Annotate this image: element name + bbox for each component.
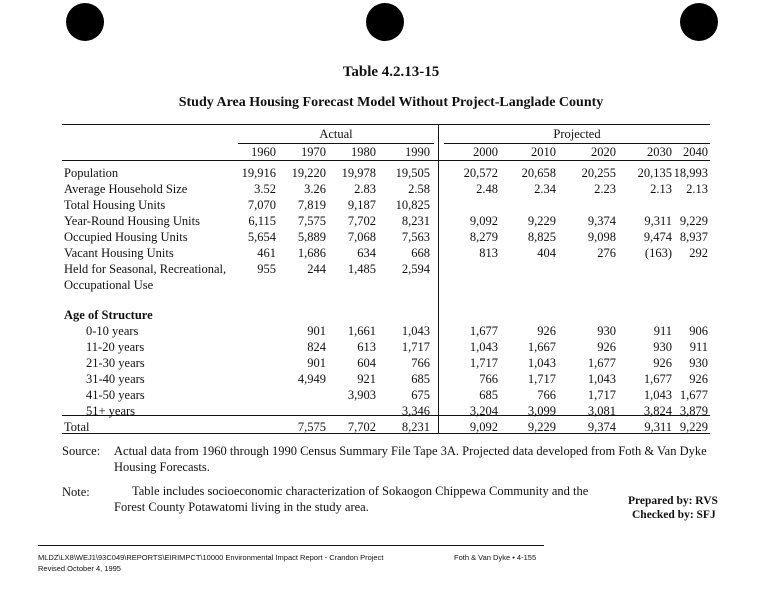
table-row (64, 197, 708, 213)
row-label-line1: Held for Seasonal, Recreational, (64, 262, 227, 276)
table-cell: 926 (653, 356, 672, 370)
table-row (64, 323, 708, 339)
table-cell (240, 403, 276, 419)
table-cell: 926 (689, 372, 708, 386)
binder-hole-center (366, 3, 404, 41)
section-heading-row (64, 293, 708, 323)
table-cell: 3,204 (469, 404, 498, 418)
table-cell: 276 (597, 246, 616, 260)
total-row (64, 419, 708, 435)
table-cell: 7,563 (401, 230, 430, 244)
table-cell: 19,978 (341, 166, 376, 180)
table-cell: 9,092 (469, 420, 498, 434)
table-cell: 926 (537, 324, 556, 338)
top-rule (62, 124, 710, 125)
table-cell: 461 (257, 246, 276, 260)
table-cell: 3.26 (304, 182, 326, 196)
table-cell: 9,187 (347, 198, 376, 212)
table-cell: 675 (411, 388, 430, 402)
table-cell: 7,070 (247, 198, 276, 212)
year-header: 2040 (683, 145, 708, 159)
table-cell: 1,677 (587, 356, 616, 370)
table-cell: 901 (307, 324, 326, 338)
footer-path: MLDZ\LX8\WEJ1\93C049\REPORTS\EIRIMPCT\10000 Environmental Impact Report - Crandon Project (38, 553, 384, 562)
row-label: 51+ years (86, 404, 136, 418)
table-cell (498, 197, 556, 213)
table-cell: 6,115 (248, 214, 276, 228)
table-cell: 3,879 (679, 404, 708, 418)
note-text-line2: Forest County Potawatomi living in the study area. (114, 500, 369, 514)
table-cell: 901 (307, 356, 326, 370)
table-cell: 7,575 (297, 214, 326, 228)
table-cell: 3,099 (527, 404, 556, 418)
table-cell: 921 (357, 372, 376, 386)
year-header: 1960 (251, 145, 276, 159)
table-cell: 685 (411, 372, 430, 386)
table-title: Study Area Housing Forecast Model Without Project-Langlade County (178, 95, 604, 110)
table-cell: 1,686 (297, 246, 326, 260)
table-cell: 5,654 (247, 230, 276, 244)
source-text-line1: Actual data from 1960 through 1990 Census Summary File Tape 3A. Projected data developed from Foth & Van Dyke (114, 444, 707, 458)
table-cell (616, 197, 672, 213)
table-cell: 8,279 (469, 230, 498, 244)
table-cell: 1,677 (679, 388, 708, 402)
table-cell (276, 387, 326, 403)
table-cell: 1,717 (587, 388, 616, 402)
row-label: Total Housing Units (64, 198, 166, 212)
table-cell: 813 (479, 246, 498, 260)
table-cell: 824 (307, 340, 326, 354)
table-cell: 634 (357, 246, 376, 260)
table-cell (430, 197, 498, 213)
prepared-by: Prepared by: RVS (628, 495, 718, 507)
table-cell: 1,485 (347, 262, 376, 276)
table-cell: 8,231 (401, 214, 430, 228)
table-cell: 1,661 (347, 324, 376, 338)
table-row (64, 339, 708, 355)
projected-group-header: Projected (553, 127, 601, 141)
table-cell: 1,043 (469, 340, 498, 354)
table-cell: 8,937 (679, 230, 708, 244)
row-label: 31-40 years (86, 372, 145, 386)
table-cell (240, 339, 276, 355)
table-row (64, 371, 708, 387)
table-cell (498, 261, 556, 293)
row-label: 11-20 years (86, 340, 145, 354)
table-cell: 2.58 (408, 182, 430, 196)
table-cell: 3,824 (643, 404, 672, 418)
table-cell: 604 (357, 356, 376, 370)
table-cell: 766 (411, 356, 430, 370)
table-cell: 766 (537, 388, 556, 402)
table-cell: 9,229 (679, 420, 708, 434)
table-cell: 1,043 (587, 372, 616, 386)
table-cell: 9,229 (679, 214, 708, 228)
table-cell: 9,374 (587, 214, 616, 228)
table-cell: 1,717 (527, 372, 556, 386)
table-cell: 930 (653, 340, 672, 354)
table-cell: 7,575 (297, 420, 326, 434)
footer-revised: Revised October 4, 1995 (38, 564, 121, 573)
table-cell: 1,677 (643, 372, 672, 386)
row-label: 0-10 years (86, 324, 139, 338)
table-cell: 18,993 (673, 166, 708, 180)
source-label: Source: (62, 444, 101, 458)
source-text-line2: Housing Forecasts. (114, 460, 210, 474)
table-cell: 3,081 (587, 404, 616, 418)
table-cell: 4,949 (297, 372, 326, 386)
table-cell: 5,889 (297, 230, 326, 244)
table-cell: 9,311 (644, 420, 672, 434)
table-cell: 20,572 (463, 166, 498, 180)
row-label: Year-Round Housing Units (64, 214, 200, 228)
year-header: 1970 (301, 145, 326, 159)
table-cell (276, 403, 326, 419)
year-header: 1990 (405, 145, 430, 159)
row-label: 21-30 years (86, 356, 145, 370)
row-label (64, 261, 240, 293)
note-label: Note: (62, 485, 90, 499)
table-cell: 9,229 (527, 420, 556, 434)
checked-by: Checked by: SFJ (632, 509, 716, 521)
table-cell: 1,043 (643, 388, 672, 402)
table-cell: 1,677 (469, 324, 498, 338)
table-cell: 244 (307, 262, 326, 276)
row-label: Total (64, 420, 90, 434)
age-of-structure-heading: Age of Structure (64, 308, 153, 322)
housing-forecast-table (64, 165, 708, 435)
table-cell: 292 (689, 246, 708, 260)
table-row (64, 355, 708, 371)
year-header: 2000 (473, 145, 498, 159)
table-cell: 19,916 (241, 166, 276, 180)
table-row (64, 261, 708, 293)
table-cell: 2.23 (594, 182, 616, 196)
table-cell: 7,702 (347, 214, 376, 228)
table-cell: 3,903 (347, 388, 376, 402)
table-cell: 9,092 (469, 214, 498, 228)
row-label: Population (64, 166, 119, 180)
binder-hole-right (680, 3, 718, 41)
table-cell (672, 261, 708, 293)
table-cell (240, 387, 276, 403)
table-cell (556, 197, 616, 213)
table-cell: 7,068 (347, 230, 376, 244)
year-header: 2020 (591, 145, 616, 159)
table-cell: 3.52 (254, 182, 276, 196)
table-cell: 1,667 (527, 340, 556, 354)
table-row (64, 213, 708, 229)
year-header: 1980 (351, 145, 376, 159)
table-cell: 7,819 (297, 198, 326, 212)
table-cell: 668 (411, 246, 430, 260)
note-text-line1: Table includes socioeconomic characterization of Sokaogon Chippewa Community and the (132, 484, 589, 498)
table-cell (240, 355, 276, 371)
table-cell (556, 261, 616, 293)
table-cell: 10,825 (395, 198, 430, 212)
table-cell: 7,702 (347, 420, 376, 434)
actual-group-rule (238, 143, 434, 144)
table-cell: 9,311 (644, 214, 672, 228)
table-cell: 2.34 (534, 182, 556, 196)
table-cell: 20,255 (581, 166, 616, 180)
header-rule (62, 160, 710, 161)
table-cell: 2.13 (650, 182, 672, 196)
projected-group-rule (444, 143, 710, 144)
row-label-line2: Occupational Use (64, 278, 154, 292)
actual-group-header: Actual (319, 127, 353, 141)
table-cell: 1,043 (401, 324, 430, 338)
table-cell: 1,717 (469, 356, 498, 370)
table-number: Table 4.2.13-15 (342, 64, 440, 80)
table-cell: 8,231 (401, 420, 430, 434)
table-row (64, 229, 708, 245)
table-cell: 911 (653, 324, 672, 338)
table-cell: 20,135 (637, 166, 672, 180)
table-cell: 404 (537, 246, 556, 260)
table-row (64, 165, 708, 181)
table-cell: 766 (479, 372, 498, 386)
footer-page: Foth & Van Dyke • 4-155 (454, 553, 537, 562)
table-cell: 2.13 (686, 182, 708, 196)
table-cell: (163) (644, 246, 672, 260)
table-cell: 20,658 (521, 166, 556, 180)
row-label: Occupied Housing Units (64, 230, 188, 244)
table-cell (672, 197, 708, 213)
row-label: Vacant Housing Units (64, 246, 174, 260)
table-cell: 19,505 (395, 166, 430, 180)
table-cell: 685 (479, 388, 498, 402)
table-cell (430, 261, 498, 293)
table-cell: 911 (689, 340, 708, 354)
table-cell: 8,825 (527, 230, 556, 244)
table-cell: 9,098 (587, 230, 616, 244)
table-cell (240, 419, 276, 435)
table-row (64, 387, 708, 403)
table-cell: 613 (357, 340, 376, 354)
year-header: 2030 (647, 145, 672, 159)
table-cell: 930 (689, 356, 708, 370)
table-cell: 906 (689, 324, 708, 338)
table-cell: 930 (597, 324, 616, 338)
row-label: Average Household Size (64, 182, 188, 196)
table-cell (240, 323, 276, 339)
table-cell: 2.48 (476, 182, 498, 196)
row-label: 41-50 years (86, 388, 145, 402)
year-header: 2010 (531, 145, 556, 159)
table-cell: 2.83 (354, 182, 376, 196)
table-cell: 3,346 (401, 404, 430, 418)
table-cell (326, 403, 376, 419)
table-row (64, 403, 708, 419)
table-cell: 955 (257, 262, 276, 276)
table-row (64, 245, 708, 261)
footer-rule (38, 545, 544, 546)
table-cell: 926 (597, 340, 616, 354)
binder-hole-left (66, 3, 104, 41)
table-cell: 9,229 (527, 214, 556, 228)
table-cell (616, 261, 672, 293)
table-cell: 2,594 (401, 262, 430, 276)
table-cell: 1,717 (401, 340, 430, 354)
table-cell: 9,374 (587, 420, 616, 434)
table-cell: 1,043 (527, 356, 556, 370)
table-row (64, 181, 708, 197)
table-cell: 19,220 (291, 166, 326, 180)
table-cell: 9,474 (643, 230, 672, 244)
table-cell (240, 371, 276, 387)
